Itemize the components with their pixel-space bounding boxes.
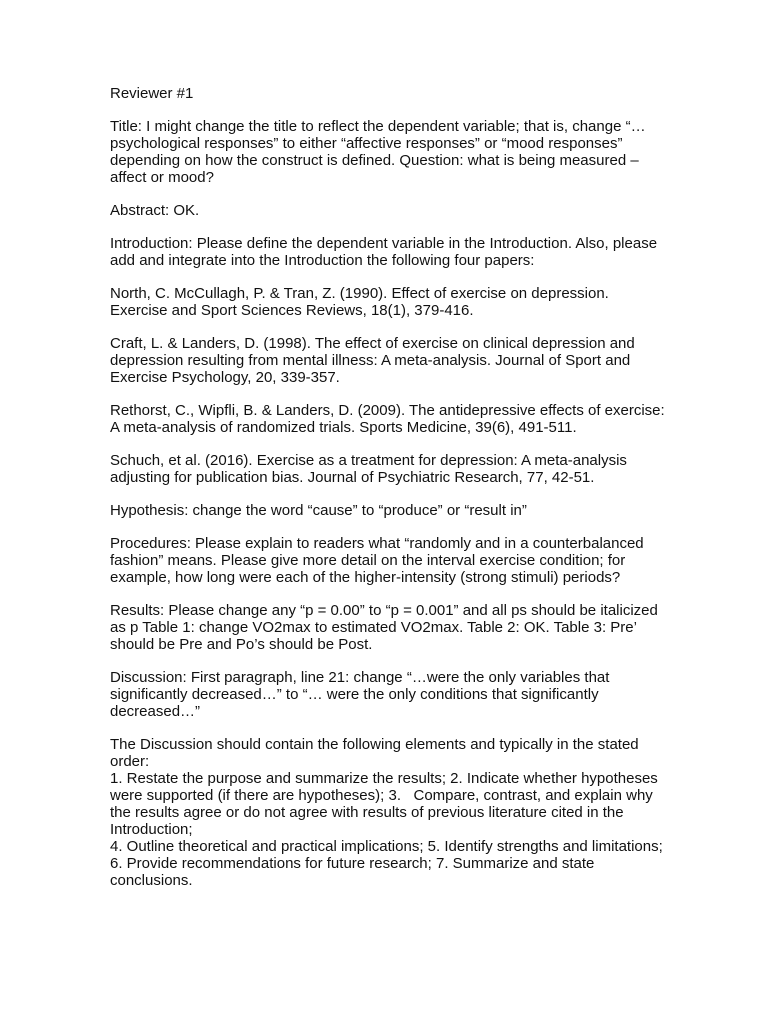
procedures-comment: Procedures: Please explain to readers what “randomly and in a counterbalanced fashion” means. Please give more detail on the interval exercise condition; for example, how long were each of the higher-intensity (strong stimuli) periods? — [110, 535, 648, 586]
reference-north: North, C. McCullagh, P. & Tran, Z. (1990). Effect of exercise on depression. Exercise and Sport Sciences Reviews, 18(1), 379-416. — [110, 285, 614, 319]
abstract-comment: Abstract: OK. — [110, 202, 200, 219]
title-comment: Title: I might change the title to reflect the dependent variable; that is, change “…psychological responses” to either “affective responses” or “mood responses” depending on how the construct is defined. Question: what is being measured – affect or mood? — [110, 118, 646, 186]
discussion-structure-items-1: 1. Restate the purpose and summarize the results; 2. Indicate whether hypotheses were supported (if there are hypotheses); 3. Compare, contrast, and explain why the results agree or do not agree with results of previous literature cited in the Introduction; — [110, 770, 662, 838]
reference-rethorst: Rethorst, C., Wipfli, B. & Landers, D. (2009). The antidepressive effects of exercise: A meta-analysis of randomized trials. Sports Medicine, 39(6), 491-511. — [110, 402, 669, 436]
review-document — [110, 85, 670, 905]
discussion-comment: Discussion: First paragraph, line 21: change “…were the only variables that significantly decreased…” to “… were the only conditions that significantly decreased…” — [110, 669, 614, 720]
hypothesis-comment: Hypothesis: change the word “cause” to “produce” or “result in” — [110, 502, 527, 519]
discussion-structure-items-2: 4. Outline theoretical and practical implications; 5. Identify strengths and limitations; 6. Provide recommendations for future research; 7. Summarize and state conclusions. — [110, 838, 667, 889]
introduction-comment: Introduction: Please define the dependent variable in the Introduction. Also, please add and integrate into the Introduction the following four papers: — [110, 235, 662, 269]
results-comment: Results: Please change any “p = 0.00” to “p = 0.001” and all ps should be italicized as p Table 1: change VO2max to estimated VO2max. Table 2: OK. Table 3: Pre’ should be Pre and Po’s should be Post. — [110, 602, 663, 653]
reference-schuch: Schuch, et al. (2016). Exercise as a treatment for depression: A meta-analysis adjusting for publication bias. Journal of Psychiatric Research, 77, 42-51. — [110, 452, 632, 486]
reviewer-heading: Reviewer #1 — [110, 85, 194, 102]
discussion-structure-intro: The Discussion should contain the following elements and typically in the stated order: — [110, 736, 643, 770]
reference-craft: Craft, L. & Landers, D. (1998). The effect of exercise on clinical depression and depression resulting from mental illness: A meta-analysis. Journal of Sport and Exercise Psychology, 20, 339-357. — [110, 335, 639, 386]
